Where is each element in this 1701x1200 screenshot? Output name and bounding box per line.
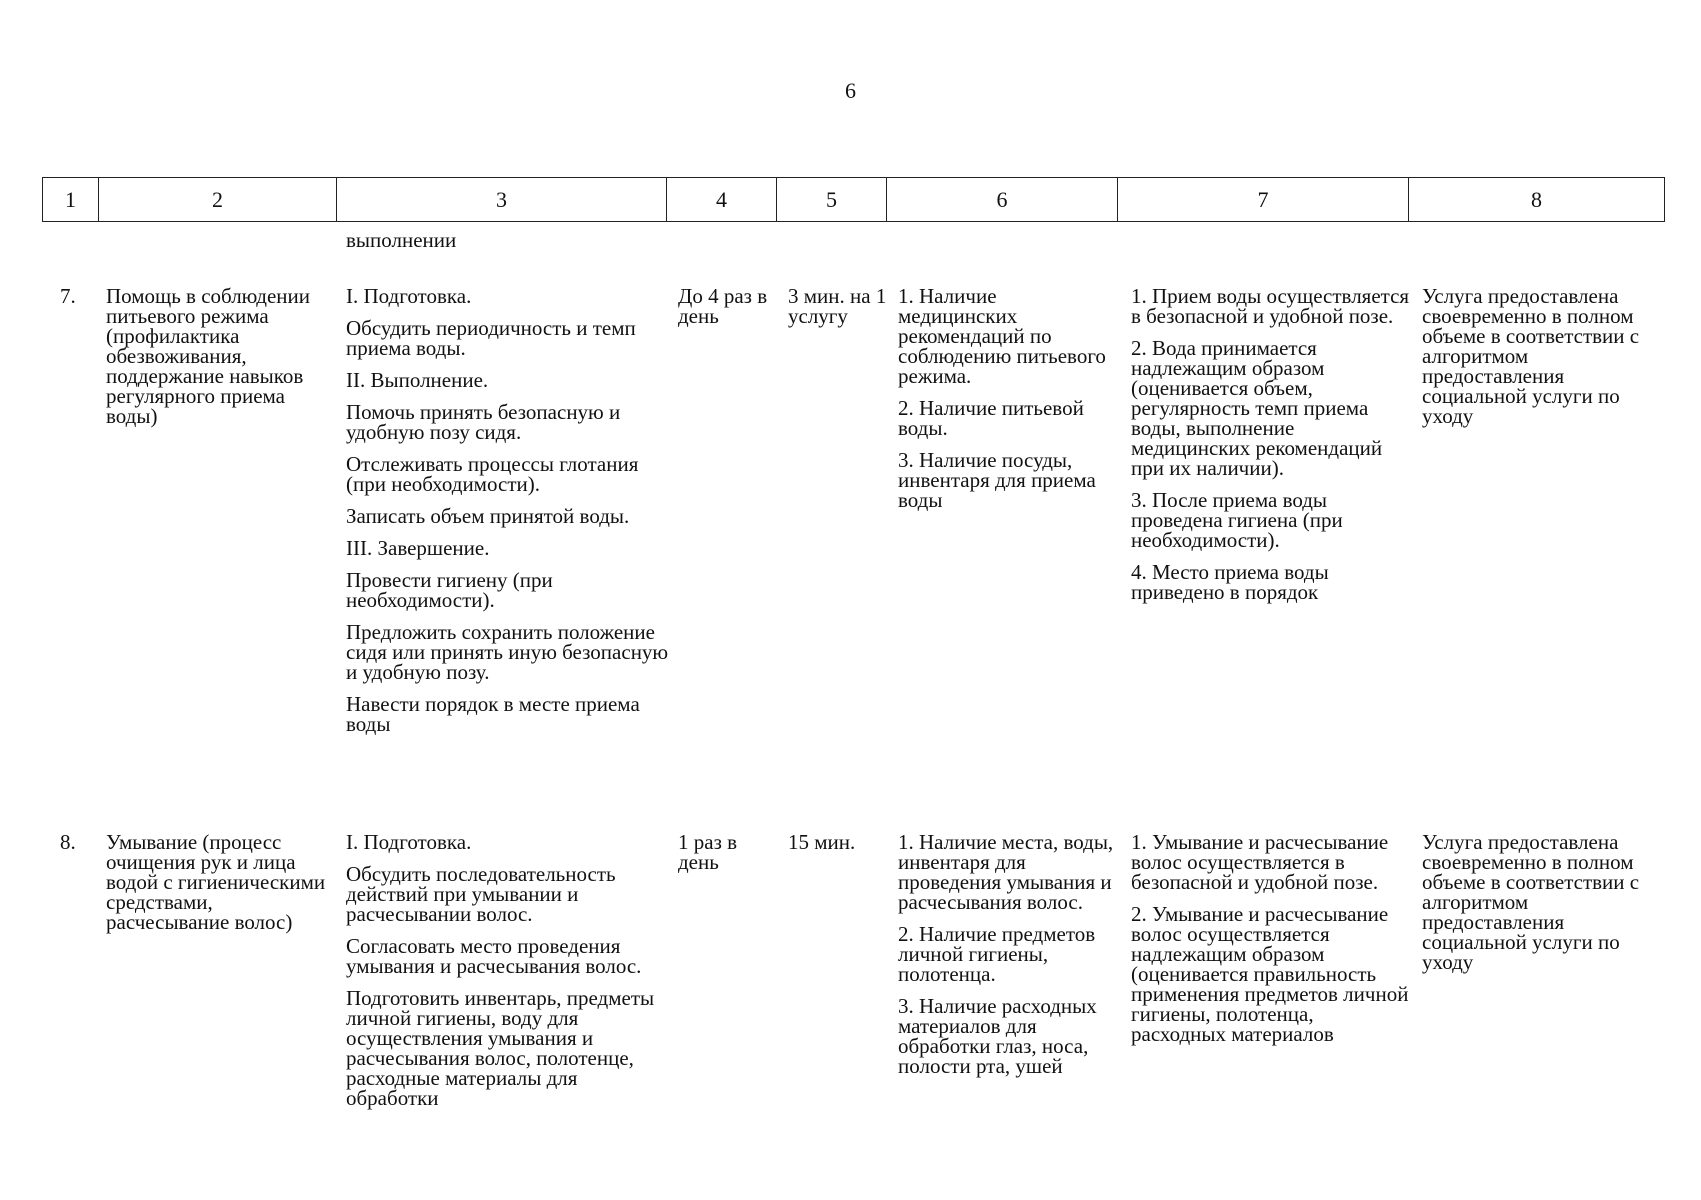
service-name	[106, 286, 336, 426]
paragraph: 2. Наличие предметов личной гигиены, полотенца.	[898, 922, 1096, 986]
paragraph: 4. Место приема воды приведено в порядок	[1131, 560, 1329, 604]
paragraph: I. Подготовка.	[346, 284, 472, 308]
paragraph: II. Выполнение.	[346, 368, 489, 392]
paragraph: Умывание (процесс очищения рук и лица водой с гигиеническими средствами, расчесывание волос)	[106, 830, 326, 934]
paragraph: 3 мин. на 1 услугу	[788, 284, 887, 328]
paragraph: До 4 раз в день	[678, 284, 768, 328]
service-conditions	[898, 286, 1120, 510]
paragraph: Отслеживать процессы глотания (при необходимости).	[346, 452, 639, 496]
paragraph: Обсудить периодичность и темп приема воды.	[346, 316, 636, 360]
paragraph: Услуга предоставлена своевременно в полном объеме в соответствии с алгоритмом предоставления социальной услуги по уходу	[1422, 284, 1640, 428]
service-name	[106, 832, 336, 932]
service-frequency	[678, 286, 782, 326]
paragraph: 3. Наличие посуды, инвентаря для приема воды	[898, 448, 1096, 512]
paragraph: Помощь в соблюдении питьевого режима (профилактика обезвоживания, поддержание навыков регулярного приема воды)	[106, 284, 311, 428]
column-number-6: 6	[887, 178, 1118, 222]
paragraph: Провести гигиену (при необходимости).	[346, 568, 553, 612]
column-number-4: 4	[667, 178, 777, 222]
continued-text: выполнении	[346, 228, 457, 252]
paragraph: 15 мин.	[788, 830, 856, 854]
service-procedure	[346, 832, 672, 1108]
paragraph: 3. После приема воды проведена гигиена (при необходимости).	[1131, 488, 1343, 552]
row-number: 8.	[60, 830, 76, 854]
service-procedure	[346, 286, 672, 734]
column-number-2: 2	[99, 178, 337, 222]
page-number: 6	[845, 78, 856, 103]
service-result	[1422, 832, 1662, 972]
paragraph: 2. Наличие питьевой воды.	[898, 396, 1084, 440]
paragraph: 2. Умывание и расчесывание волос осуществляется надлежащим образом (оценивается правильность применения предметов личной гигиены, полотенца, расходных материалов	[1131, 902, 1409, 1046]
column-number-7: 7	[1118, 178, 1409, 222]
paragraph: Подготовить инвентарь, предметы личной гигиены, воду для осуществления умывания и расчесывания волос, полотенце, расходные материалы для обработки	[346, 986, 655, 1110]
paragraph: 3. Наличие расходных материалов для обработки глаз, носа, полости рта, ушей	[898, 994, 1097, 1078]
column-number-8: 8	[1409, 178, 1665, 222]
paragraph: Согласовать место проведения умывания и расчесывания волос.	[346, 934, 642, 978]
paragraph: I. Подготовка.	[346, 830, 472, 854]
paragraph: 1 раз в день	[678, 830, 738, 874]
column-number-5: 5	[777, 178, 887, 222]
paragraph: III. Завершение.	[346, 536, 490, 560]
paragraph: 1. Прием воды осуществляется в безопасной и удобной позе.	[1131, 284, 1410, 328]
service-quality-indicators	[1131, 832, 1412, 1044]
column-header-row	[42, 177, 1665, 222]
paragraph: Записать объем принятой воды.	[346, 504, 630, 528]
paragraph: Предложить сохранить положение сидя или принять иную безопасную и удобную позу.	[346, 620, 669, 684]
paragraph: Помочь принять безопасную и удобную позу сидя.	[346, 400, 621, 444]
service-duration	[788, 832, 892, 852]
paragraph: 1. Умывание и расчесывание волос осуществляется в безопасной и удобной позе.	[1131, 830, 1389, 894]
paragraph: 1. Наличие медицинских рекомендаций по соблюдению питьевого режима.	[898, 284, 1106, 388]
paragraph: Обсудить последовательность действий при умывании и расчесывании волос.	[346, 862, 616, 926]
row-number: 7.	[60, 284, 76, 308]
paragraph: Навести порядок в месте приема воды	[346, 692, 640, 736]
column-number-3: 3	[337, 178, 667, 222]
service-result	[1422, 286, 1662, 426]
paragraph: 1. Наличие места, воды, инвентаря для проведения умывания и расчесывания волос.	[898, 830, 1114, 914]
service-duration	[788, 286, 892, 326]
paragraph: Услуга предоставлена своевременно в полном объеме в соответствии с алгоритмом предоставления социальной услуги по уходу	[1422, 830, 1640, 974]
paragraph: 2. Вода принимается надлежащим образом (оценивается объем, регулярность темп приема воды, выполнение медицинских рекомендаций при их наличии).	[1131, 336, 1383, 480]
column-number-1: 1	[43, 178, 99, 222]
service-quality-indicators	[1131, 286, 1412, 602]
service-frequency	[678, 832, 782, 872]
service-conditions	[898, 832, 1120, 1076]
